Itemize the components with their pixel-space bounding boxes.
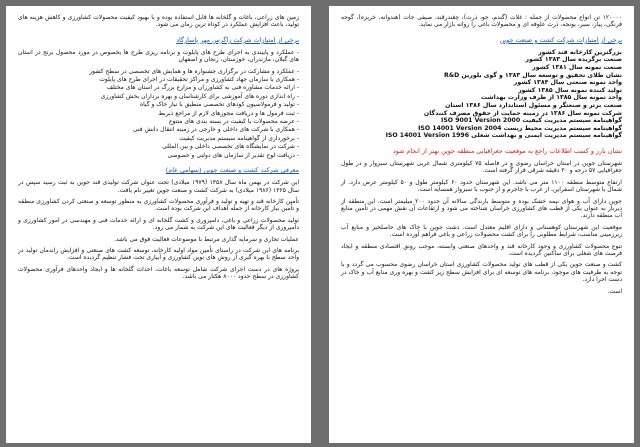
section-heading-jovein-intro: معرفی شرکت کشت و صنعت جوین (سهامی عام) <box>165 166 299 175</box>
section2-paragraph: عملیات تجاری و سرمایه گذاری مرتبط با موضوعات فعالیت فوق می باشد. <box>113 235 299 243</box>
list-item: تولید کننده نمونه سال ۱۳۸۵ کشور <box>518 86 622 94</box>
document-page-right <box>329 6 634 443</box>
location-paragraph: جوین دارای آب و هوای نیمه خشک بوده و متوسط بارندگی سالانه آن حدود ۲۰۰ میلیمتر است. این منطقه از دیرباز به عنوان یکی از قطب های کشاورزی خراسان شناخته می شود و ارتفاعات آن نقش مهمی در تأمین منابع آب منطقه دارند. <box>341 197 622 220</box>
closing-text: است. <box>607 287 622 295</box>
list-item: - ثبت فرمول ها و دریافت مجوزهای لازم از مراجع ذیربط <box>18 110 299 117</box>
list-item: گواهینامه سیستم مدیریت کیفیت ISO 9001 Version 2000 <box>441 117 622 125</box>
list-item: - همکاری با شرکت های داخلی و خارجی در زمینه انتقال دانش فنی <box>18 126 299 133</box>
location-paragraph: شهرستان جوین در استان خراسان رضوی و در فاصله ۷۵ کیلومتری شمال غربی شهرستان سبزوار و در طول جغرافیایی ۵۷ درجه و ۳۰ دقیقه شرقی قرار گرفته است. <box>341 159 622 175</box>
list-item: - عرضه محصولات با کیفیت در بسته بندی های متنوع <box>18 118 299 125</box>
zagros-features-list <box>18 68 299 159</box>
list-item: گواهینامه سیستم مدیریت ایمنی و بهداشت شغلی ISO 14001 Version 1996 <box>385 132 622 140</box>
section1-intro: - عملکرد و پایبندی به اجرای طرح های پایلوت و برنامه ریزی طرح ها بخصوص در مورد محصول برنج در استان های گیلان، مازندران، خوزستان، زنجان و اصفهان <box>18 48 299 64</box>
section-heading-jovein-honors: برخی از امتیازات شرکت کشت و صنعت جوین <box>499 35 622 44</box>
section2-paragraph: این شرکت در بهمن ماه سال ۱۳۵۸ (۱۹۷۹ میلادی) تحت عنوان شرکت تولیدی قند جوین به ثبت رسید سپس در سال ۱۳۶۵ (۱۹۸۶ میلادی) به شرکت کشت و صنعت جوین تغییر نام یافت. <box>18 179 300 194</box>
list-item: صنعت نمونه سال ۱۳۸۱ کشور <box>532 64 622 71</box>
list-item: - برخورداری از گواهینامه سیستم مدیریت کیفیت <box>18 135 299 142</box>
list-item: گواهینامه سیستم مدیریت محیط زیست ISO 14001 Version 2004 <box>418 124 622 132</box>
location-paragraph: کشت و صنعت جوین یکی از قطب های تولید محصولات کشاورزی استان خراسان رضوی محسوب می گردد و با توجه به ظرفیت های موجود، برنامه های توسعه ای برای افزایش سطح زیر کشت و بهره وری منابع آب و خاک در دست اجرا دارد. <box>341 261 622 284</box>
section-heading-zagros: برخی از امتیازات شرکت زاگرس مهر پاسارگاد <box>176 35 299 44</box>
jovein-honors-list <box>341 49 622 140</box>
location-paragraph: ارتفاع متوسط منطقه ۱۱۰۰ متر می باشد. این شهرستان حدود ۶۰ کیلومتر طول و ۵۰ کیلومتر عرض دارد. از شمال با شهرستان اسفراین، از غرب با جاجرم و از جنوب با سبزوار همسایه است. <box>341 178 622 194</box>
list-item: - ارائه خدمات مشاوره فنی به کشاورزان و مزارع بزرگ در استان های مختلف <box>18 84 299 91</box>
section-heading-location: نشان بارز و کسب اطلاعات راجع به موقعیت جغرافیایی منطقه جوین بهتر از انجام شود <box>392 146 622 155</box>
document-page-left <box>6 6 311 443</box>
list-item: - تولید و فرمولاسیون کودهای تخصصی منطبق با نیاز خاک و گیاه <box>18 101 299 108</box>
list-item: - همکاری با سازمان جهاد کشاورزی و مراکز تحقیقات در اجرای طرح های پایلوت <box>18 76 299 83</box>
section2-paragraph: تأمین کارخانه قند و تهیه و تولید و فرآوری محصولات کشاورزی به منظور توسعه و صنعتی کردن کشاورزی منطقه و تأمین نیاز کارخانه از جمله اهداف این شرکت بوده است. <box>18 197 299 213</box>
section2-paragraph: پروژه های در دست اجرای شرکت شامل توسعه باغات، احداث گلخانه ها و ایجاد واحدهای فرآوری محصولات کشاورزی در سطح حدود ۸۰۰۰ هکتار می باشد. <box>18 265 299 281</box>
list-item: - شرکت در نمایشگاه های تخصصی داخلی و بین المللی <box>18 143 299 150</box>
list-item: واحد نمونه صنعتی سال ۱۳۸۴ کشور <box>513 79 622 87</box>
right-intro-text: ۱۲۰۰۰۰ تن انواع محصولات از جمله : غلات (گندم، جو، ذرت)، چغندرقند، صیفی جات (هندوانه، خربزه)، گوجه فرنگی، پیاز، سیر، یونجه، ذرت علوفه ای و محصولات باغی را روانه بازار می نماید. <box>341 14 622 29</box>
list-item: - عملکرد و مشارکت در برگزاری جشنواره ها و همایش های تخصصی در سطح کشور <box>18 68 299 75</box>
list-item: شرکت نمونه سال ۱۳۸۶ در زمینه حمایت از حقوق مصرف کنندگان <box>423 109 622 117</box>
list-item: صنعت برگزیده سال ۱۳۸۳ کشور <box>525 56 622 64</box>
list-item: - راه اندازی دوره های آموزشی برای کارشناسان و بهره برداران بخش کشاورزی <box>18 93 299 100</box>
left-intro-text: زمین های زراعی، باغات و گلخانه ها قابل استفاده بوده و با بهبود کیفیت محصولات کشاورزی و کاهش هزینه های تولید، باعث افزایش عملکرد در کوتاه ترین زمان می شود. <box>18 14 299 29</box>
list-item: صنعت برتر و صنعتگر و مسئول استاندارد سال ۱۳۸۶ استان <box>445 101 622 109</box>
list-item: نشان طلای تحقیق و توسعه سال ۱۳۸۳ و گوی بلورین R&D <box>443 71 622 79</box>
location-paragraph: تنوع محصولات کشاورزی و وجود کارخانه قند و واحدهای صنعتی وابسته، موجب رونق اقتصادی منطقه و ایجاد فرصت های شغلی برای ساکنین گردیده است. <box>341 242 622 257</box>
list-item: - دریافت لوح تقدیر از سازمان های دولتی و خصوصی <box>18 152 299 159</box>
list-item: واحد نمونه سال ۱۳۸۵ از طرف وزارت بهداشت <box>481 94 622 102</box>
section2-paragraph: تولید محصولات زراعی و باغی، دامپروری و کشت گلخانه ای و ارائه خدمات فنی و مهندسی در امور کشاورزی و دامپروری از دیگر فعالیت های این شرکت به شمار می رود. <box>18 216 299 232</box>
list-item: بزرگترین کارخانه قند کشور <box>538 48 622 56</box>
location-paragraph: موقعیت این شهرستان کوهستانی و دارای اقلیم معتدل است. دشت جوین با خاک های حاصلخیز و منابع آب زیرزمینی مناسب، شرایط مطلوبی را برای کشت محصولات زراعی و باغی فراهم آورده است. <box>341 223 622 239</box>
section2-paragraph: برنامه های این شرکت در راستای تأمین مواد اولیه کارخانه، توسعه کشت های صنعتی و افزایش راندمان تولید در واحد سطح با بهره گیری از روش های نوین کشاورزی و آبیاری تحت فشار تنظیم گردیده است. <box>18 246 299 262</box>
